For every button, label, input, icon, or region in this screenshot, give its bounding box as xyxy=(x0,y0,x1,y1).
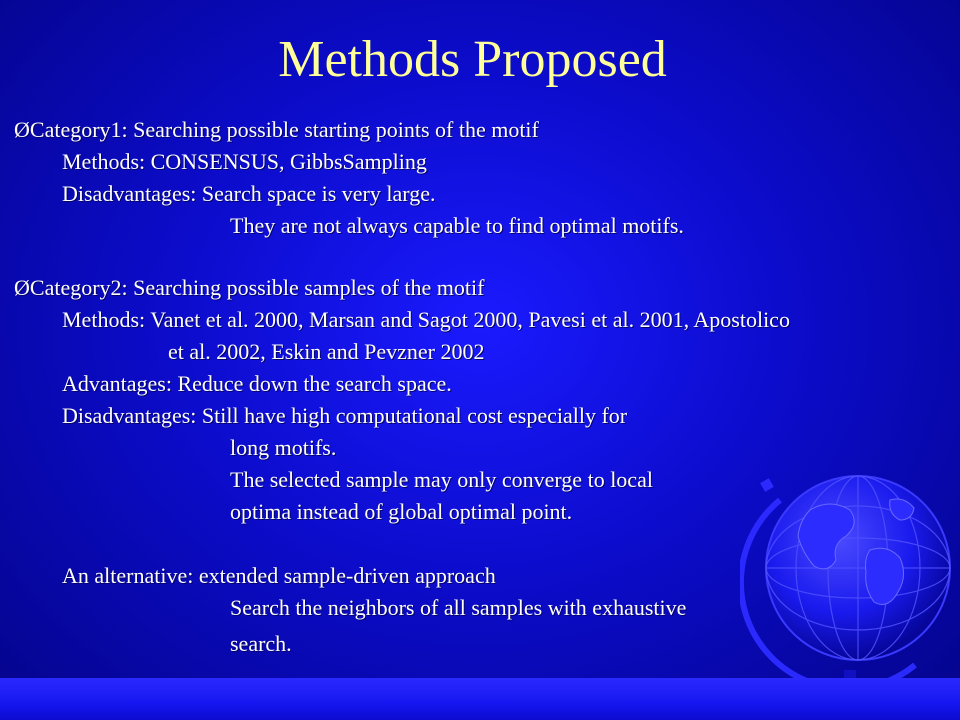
footer-bar xyxy=(0,678,960,720)
category2-methods-cont: et al. 2002, Eskin and Pevzner 2002 xyxy=(168,339,485,364)
category2-disadvantages-line3: The selected sample may only converge to local xyxy=(230,467,653,492)
bullet-category2 xyxy=(14,272,484,304)
category1-disadvantages: Disadvantages: Search space is very large. xyxy=(62,181,436,206)
bullet-arrow-icon: Ø xyxy=(14,117,30,142)
bullet-category1 xyxy=(14,114,539,146)
category1-methods: Methods: CONSENSUS, GibbsSampling xyxy=(62,149,427,174)
alternative-line2: search. xyxy=(230,631,292,656)
category2-disadvantages-line2: long motifs. xyxy=(230,435,337,460)
category1-disadvantages-cont: They are not always capable to find optimal motifs. xyxy=(230,213,684,238)
alternative-heading: An alternative: extended sample-driven approach xyxy=(62,563,496,588)
category2-disadvantages: Disadvantages: Still have high computational cost especially for xyxy=(62,403,628,428)
category2-disadvantages-line4: optima instead of global optimal point. xyxy=(230,499,573,524)
category2-advantages: Advantages: Reduce down the search space. xyxy=(62,371,452,396)
slide-title: Methods Proposed xyxy=(278,31,667,88)
category2-heading: Category2: Searching possible samples of the motif xyxy=(29,275,485,300)
alternative-line1: Search the neighbors of all samples with exhaustive xyxy=(230,595,687,620)
category1-heading: Category1: Searching possible starting points of the motif xyxy=(29,117,539,142)
category2-methods: Methods: Vanet et al. 2000, Marsan and Sagot 2000, Pavesi et al. 2001, Apostolico xyxy=(62,307,790,332)
bullet-arrow-icon: Ø xyxy=(14,275,30,300)
